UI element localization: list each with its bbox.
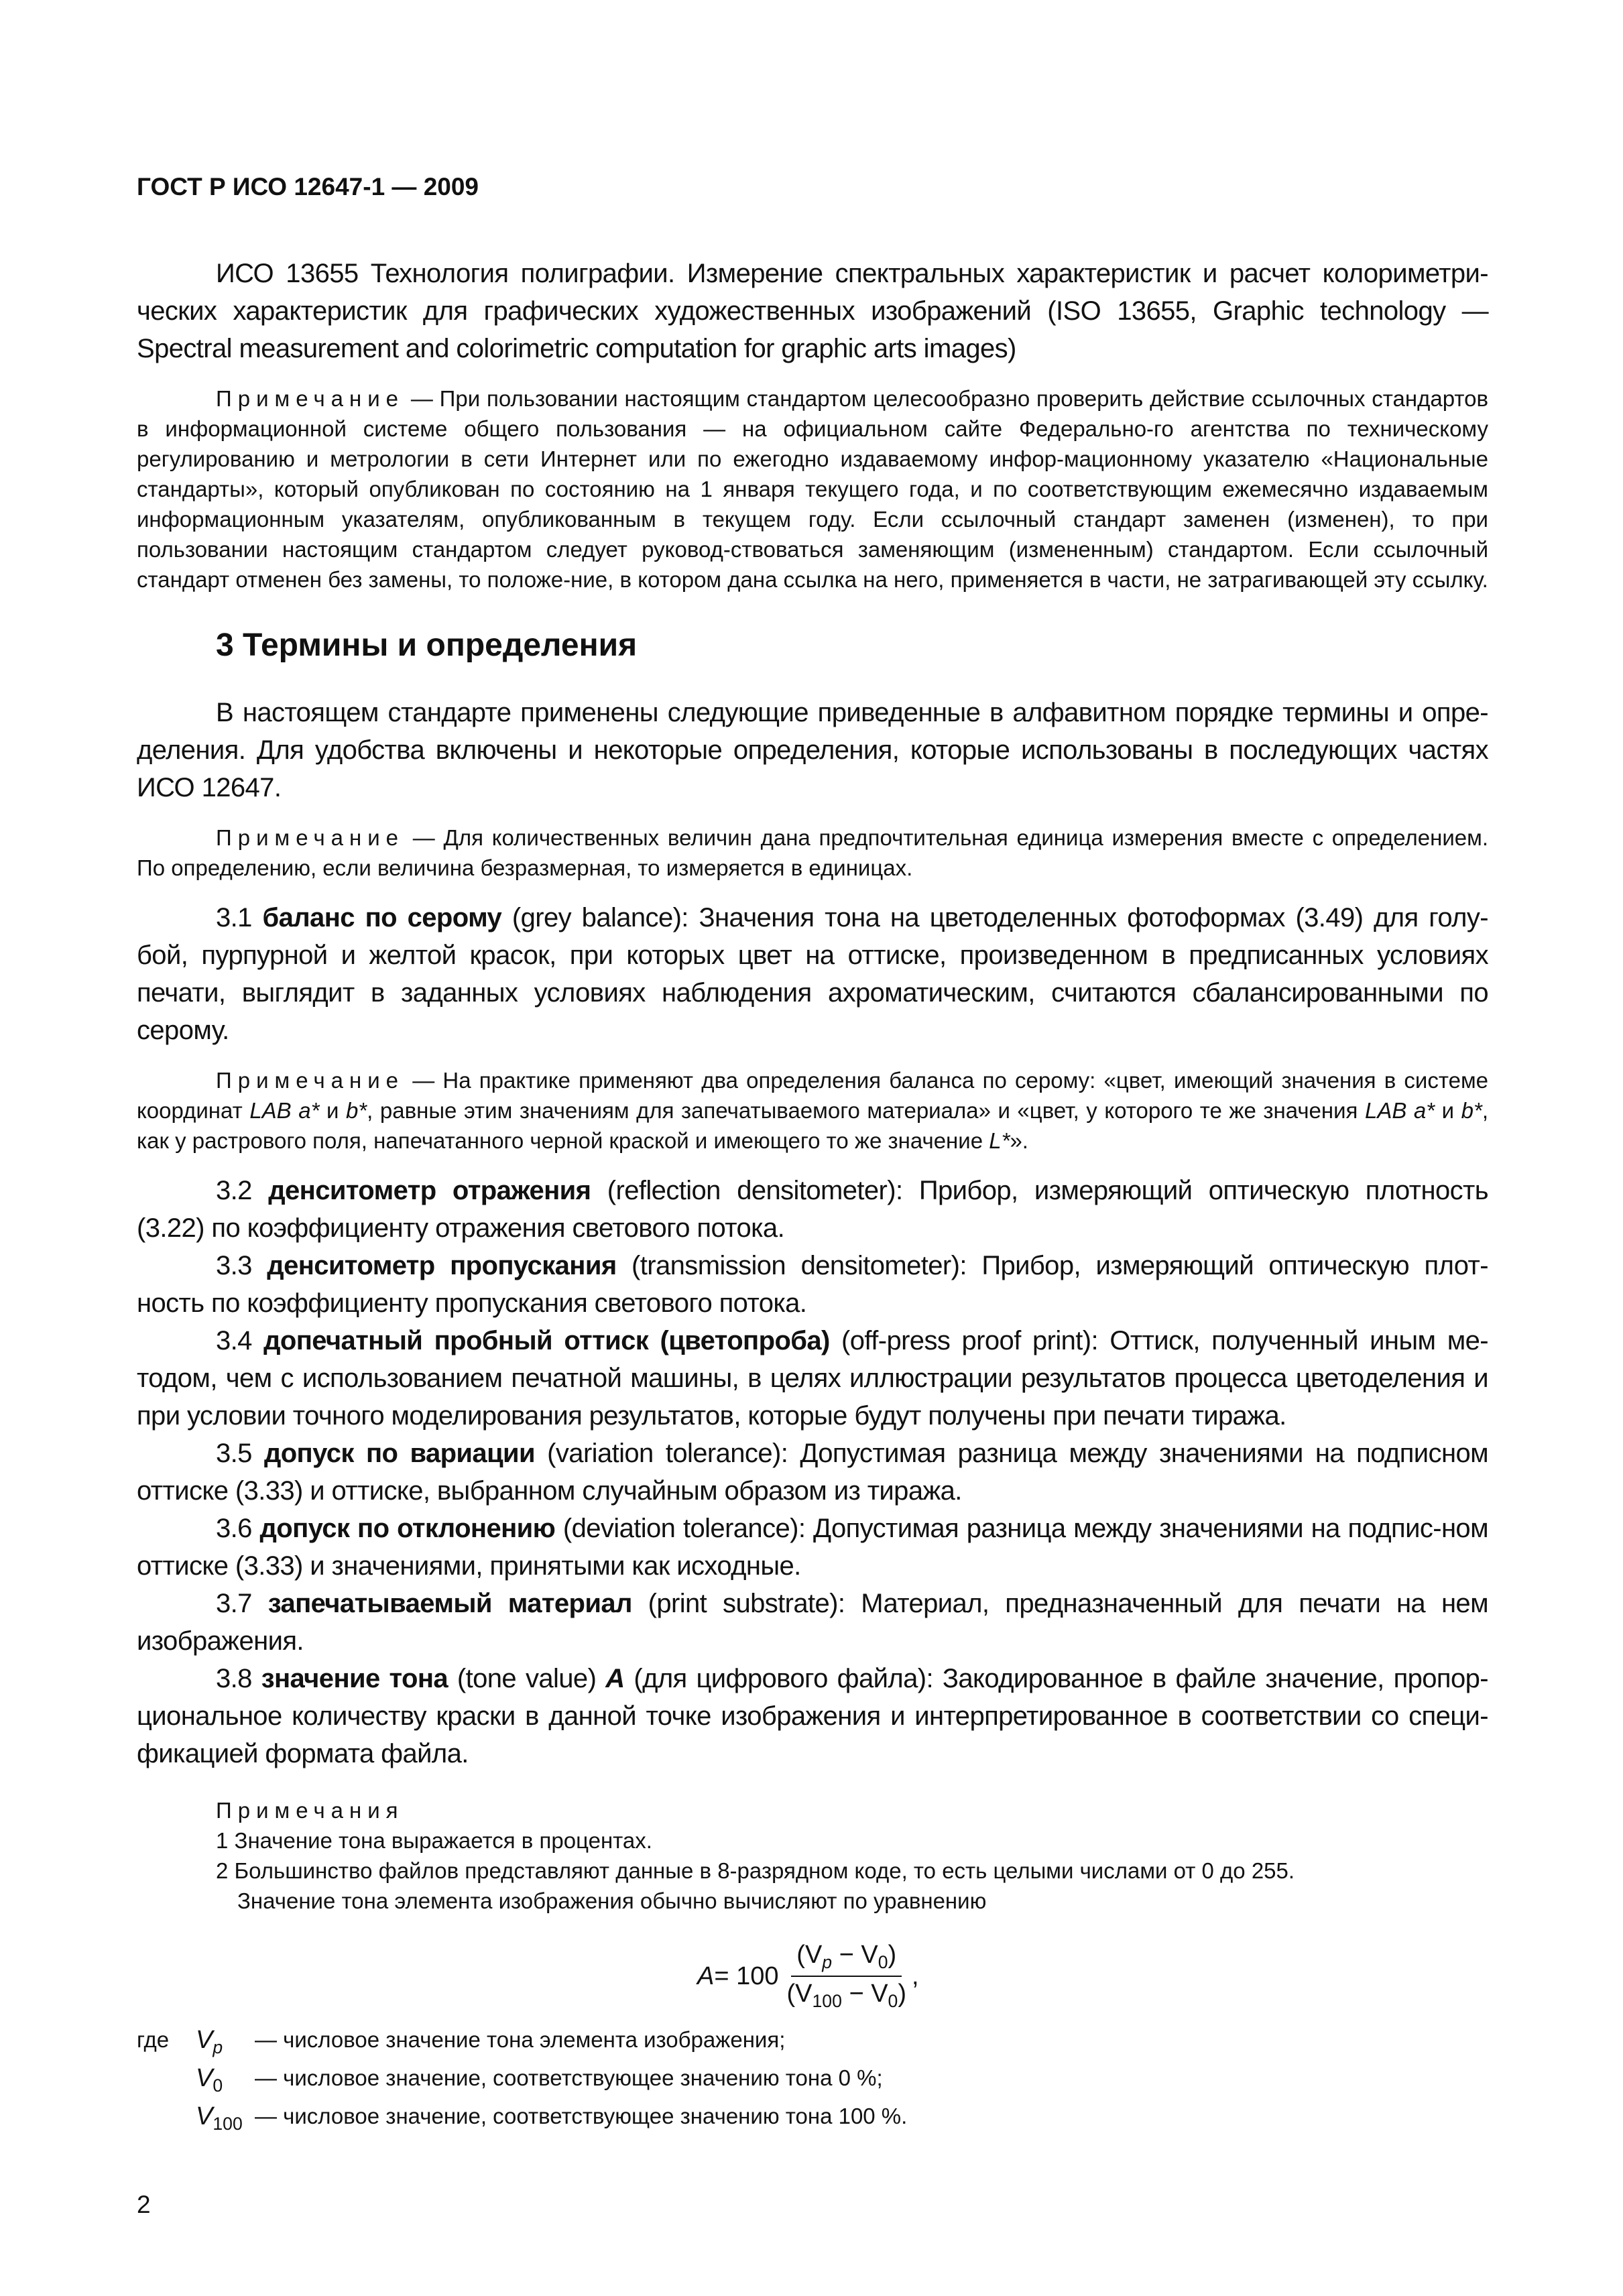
- reference-iso13655: ИСО 13655 Технология полиграфии. Измерение спектральных характеристик и расчет колориметри-ческих характеристик для графических художественных изображений (ISO 13655, Graphic technology — Spectral measurement and colorimetric computation for graphic arts images): [137, 259, 1488, 363]
- l-symbol: L*: [989, 1128, 1010, 1153]
- document-header: ГОСТ Р ИСО 12647-1 — 2009: [137, 173, 479, 200]
- legend-text: — числовое значение, соответствующее значению тона 100 %.: [255, 2104, 908, 2128]
- legend-row-v100: [137, 2101, 907, 2139]
- term-number: 3.8: [216, 1664, 261, 1693]
- note-item-1: 1 Значение тона выражается в процентах.: [216, 1828, 652, 1853]
- term-number: 3.1: [216, 903, 263, 932]
- notes-label: Примечания: [216, 1798, 404, 1823]
- term-3-8-notes: [137, 1795, 1488, 1916]
- legend-lead: где: [137, 2027, 170, 2052]
- note-item-2-continued: Значение тона элемента изображения обычно вычисляют по уравнению: [237, 1888, 987, 1913]
- legend-row-v0: [137, 2063, 907, 2101]
- term-definition: (off-press proof print): Оттиск, полученный иным ме-тодом, чем с использованием печатной машины, в целях иллюстрации результатов процесса цветоделения и при условии точного моделирования результатов, которые будут получены при печати тиража.: [137, 1326, 1488, 1431]
- term-name: допуск по отклонению: [259, 1514, 556, 1543]
- formula-numerator: $(V_p - V_0)$: [791, 1941, 902, 1977]
- term-definition: (grey balance): Значения тона на цветоделенных фотоформах (3.49) для голу-бой, пурпурной и желтой красок, при которых цвет на оттиске, произведенном в предписанных условиях печати, выглядит в заданных условиях наблюдения ахроматическим, считаются сбалансированными по серому.: [137, 903, 1488, 1045]
- term-name: допечатный пробный оттиск (цветопроба): [263, 1326, 830, 1355]
- term-3-8: [137, 1660, 1488, 1772]
- reference-note: [137, 383, 1488, 595]
- section-heading: 3 Термины и определения: [216, 627, 638, 663]
- term-3-5: [137, 1435, 1488, 1510]
- legend-symbol: $V_0$: [196, 2064, 223, 2096]
- formula-comma: ,: [912, 1961, 919, 1990]
- note-text: — При пользовании настоящим стандартом целесообразно проверить действие ссылочных стандартов в информационной системе общего пользования — на официальном сайте Федерально-го агентства по техническому регулированию и метрологии в сети Интернет или по ежегодно издаваемому инфор-мационному указателю «Национальные стандарты», который опубликован по состоянию на 1 января текущего года, и по соответствующим ежемесячно издаваемым информационным указателям, опубликованным в текущем году. Если ссылочный стандарт заменен (изменен), то при пользовании настоящим стандартом следует руковод-ствоваться заменяющим (измененным) стандартом. Если ссылочный стандарт отменен без замены, то положе-ние, в котором дана ссылка на него, применяется в части, не затрагивающей эту ссылку.: [137, 386, 1488, 592]
- term-definition: (deviation tolerance): Допустимая разница между значениями на подпис-ном оттиске (3.33) и значениями, принятыми как исходные.: [137, 1514, 1488, 1581]
- section-note: [137, 823, 1488, 883]
- lab-symbol: LAB a*: [249, 1098, 320, 1123]
- note-text: — На практике применяют два определения баланса по серому: «цвет, имеющий значения в системе координат: [137, 1068, 1488, 1123]
- note-text: и: [1435, 1098, 1461, 1123]
- lab-symbol: LAB a*: [1364, 1098, 1435, 1123]
- term-3-2: [137, 1172, 1488, 1247]
- section-intro: В настоящем стандарте применены следующие приведенные в алфавитном порядке термины и опре-деления. Для удобства включены и некоторые определения, которые использованы в последующих частях ИСО 12647.: [137, 698, 1488, 802]
- term-number: 3.6: [216, 1514, 260, 1543]
- page-number: 2: [137, 2191, 151, 2218]
- term-name: денситометр пропускания: [267, 1251, 617, 1280]
- note-text: и: [319, 1098, 346, 1123]
- note-text: — Для количественных величин дана предпочтительная единица измерения вместе с определением. По определению, если величина безразмерная, то измеряется в единицах.: [137, 825, 1488, 880]
- legend-text: — числовое значение, соответствующее значению тона 0 %;: [255, 2065, 883, 2090]
- legend-symbol: $V_{100}$: [196, 2102, 243, 2134]
- term-definition: (print substrate): Материал, предназначенный для печати на нем изображения.: [137, 1589, 1488, 1656]
- term-definition: (variation tolerance): Допустимая разница между значениями на подписном оттиске (3.33) и оттиске, выбранном случайным образом из тиража.: [137, 1439, 1488, 1506]
- formula-lhs: A: [697, 1961, 715, 1990]
- b-symbol: b*: [345, 1098, 367, 1123]
- note-item-2: 2 Большинство файлов представляют данные в 8-разрядном коде, то есть целыми числами от 0 до 255.: [216, 1858, 1295, 1883]
- legend-text: — числовое значение тона элемента изображения;: [255, 2027, 786, 2052]
- formula-fraction: [782, 1941, 912, 2012]
- b-symbol: b*: [1461, 1098, 1482, 1123]
- term-3-6: [137, 1510, 1488, 1585]
- term-definition: (reflection densitometer): Прибор, измеряющий оптическую плотность (3.22) по коэффициенту отражения светового потока.: [137, 1176, 1488, 1243]
- note-label: Примечание: [216, 1068, 405, 1093]
- note-label: Примечание: [216, 825, 405, 850]
- note-text: , равные этим значениям для запечатываемого материала» и «цвет, у которого те же значения: [367, 1098, 1365, 1123]
- term-name: денситометр отражения: [268, 1176, 591, 1205]
- formula-denominator: $(V_{100} - V_0)$: [786, 1980, 906, 2011]
- term-number: 3.2: [216, 1176, 269, 1205]
- term-3-4: [137, 1322, 1488, 1435]
- note-text: , как у растрового поля, напечатанного черной краской и имеющего то же значение: [137, 1098, 1488, 1153]
- document-body: [137, 255, 1488, 1916]
- term-english: (tone value): [448, 1664, 606, 1693]
- note-text: ».: [1010, 1128, 1028, 1153]
- legend-row-vp: [137, 2025, 907, 2063]
- formula-legend: [137, 2025, 907, 2139]
- term-3-1-note: [137, 1065, 1488, 1156]
- term-number: 3.4: [216, 1326, 264, 1355]
- term-3-7: [137, 1585, 1488, 1660]
- term-number: 3.5: [216, 1439, 264, 1468]
- term-3-1: [137, 899, 1488, 1049]
- term-definition: (для цифрового файла): Закодированное в файле значение, пропор-циональное количеству краски в данной точке изображения и интерпретированное в соответствии со специ-фикацией формата файла.: [137, 1664, 1488, 1768]
- legend-symbol: $V_p$: [196, 2026, 223, 2057]
- term-name: баланс по серому: [262, 903, 502, 932]
- term-name: запечатываемый материал: [267, 1589, 632, 1618]
- note-label: Примечание: [216, 386, 405, 411]
- term-definition: (transmission densitometer): Прибор, измеряющий оптическую плот-ность по коэффициенту пропускания светового потока.: [137, 1251, 1488, 1318]
- tone-value-formula: [697, 1941, 919, 2012]
- term-number: 3.3: [216, 1251, 267, 1280]
- tone-value-symbol: A: [605, 1664, 625, 1693]
- term-name: значение тона: [261, 1664, 448, 1693]
- term-3-3: [137, 1247, 1488, 1322]
- term-name: допуск по вариации: [263, 1439, 536, 1468]
- term-number: 3.7: [216, 1589, 268, 1618]
- formula-equals: = 100: [714, 1961, 779, 1990]
